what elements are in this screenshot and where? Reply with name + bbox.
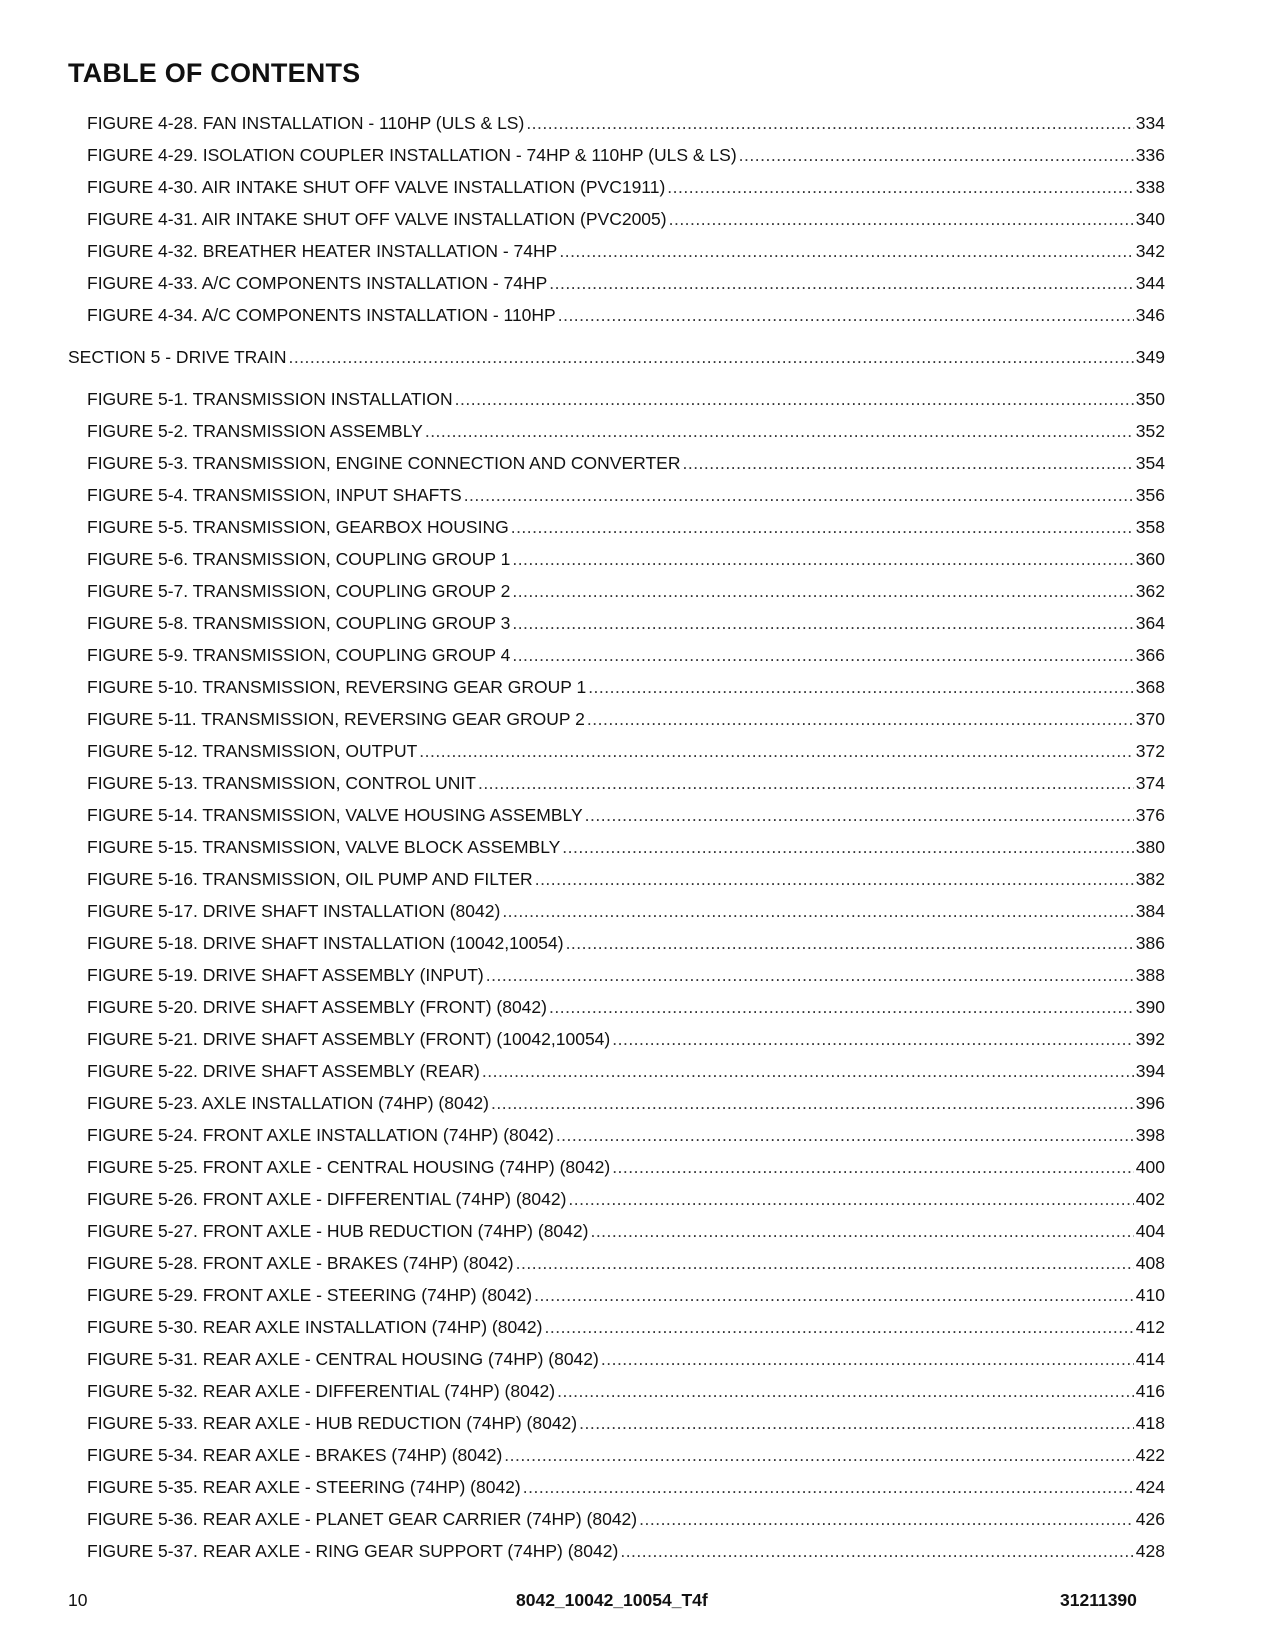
- toc-entry-label: FIGURE 5-11. TRANSMISSION, REVERSING GEAR GROUP 2: [87, 709, 585, 729]
- dot-leader: [478, 767, 1134, 799]
- dot-leader: [549, 991, 1134, 1023]
- dot-leader: [425, 415, 1134, 447]
- dot-leader: [568, 1183, 1133, 1215]
- toc-entry-label: FIGURE 5-24. FRONT AXLE INSTALLATION (74HP) (8042): [87, 1125, 554, 1145]
- toc-figure-entry[interactable]: [68, 139, 1165, 171]
- toc-entry-label: FIGURE 5-25. FRONT AXLE - CENTRAL HOUSING (74HP) (8042): [87, 1157, 611, 1177]
- toc-figure-entry[interactable]: [68, 831, 1165, 863]
- toc-entry-label: FIGURE 5-1. TRANSMISSION INSTALLATION: [87, 389, 453, 409]
- dot-leader: [559, 235, 1133, 267]
- toc-figure-entry[interactable]: [68, 1407, 1165, 1439]
- toc-figure-entry[interactable]: [68, 1279, 1165, 1311]
- toc-entry-page: 358: [1135, 517, 1165, 537]
- dot-leader: [612, 1151, 1134, 1183]
- toc-entry-label: FIGURE 5-13. TRANSMISSION, CONTROL UNIT: [87, 773, 476, 793]
- toc-entry-label: FIGURE 5-18. DRIVE SHAFT INSTALLATION (10042,10054): [87, 933, 564, 953]
- toc-entry-page: 418: [1135, 1413, 1165, 1433]
- toc-entry-label: FIGURE 5-29. FRONT AXLE - STEERING (74HP) (8042): [87, 1285, 533, 1305]
- dot-leader: [419, 735, 1134, 767]
- toc-figure-entry[interactable]: [68, 479, 1165, 511]
- dot-leader: [601, 1343, 1134, 1375]
- dot-leader: [516, 1247, 1134, 1279]
- toc-figure-entry[interactable]: [68, 1535, 1165, 1567]
- toc-entry-label: FIGURE 5-3. TRANSMISSION, ENGINE CONNECTION AND CONVERTER: [87, 453, 681, 473]
- toc-figure-entry[interactable]: [68, 383, 1165, 415]
- toc-section-entry[interactable]: [68, 341, 1165, 373]
- toc-figure-entry[interactable]: [68, 991, 1165, 1023]
- toc-entry-page: 408: [1135, 1253, 1165, 1273]
- dot-leader: [535, 863, 1134, 895]
- toc-entry-label: FIGURE 5-37. REAR AXLE - RING GEAR SUPPORT (74HP) (8042): [87, 1541, 619, 1561]
- toc-entry-page: 380: [1135, 837, 1165, 857]
- toc-entry-label: FIGURE 5-31. REAR AXLE - CENTRAL HOUSING (74HP) (8042): [87, 1349, 599, 1369]
- toc-entry-page: 392: [1135, 1029, 1165, 1049]
- toc-entry-label: FIGURE 5-14. TRANSMISSION, VALVE HOUSING ASSEMBLY: [87, 805, 583, 825]
- dot-leader: [491, 1087, 1134, 1119]
- dot-leader: [556, 1119, 1134, 1151]
- toc-entry-label: FIGURE 5-2. TRANSMISSION ASSEMBLY: [87, 421, 423, 441]
- toc-figure-entry[interactable]: [68, 1375, 1165, 1407]
- toc-entry-label: SECTION 5 - DRIVE TRAIN: [68, 347, 287, 367]
- toc-figure-entry[interactable]: [68, 575, 1165, 607]
- toc-entry-page: 400: [1135, 1157, 1165, 1177]
- dot-leader: [526, 107, 1133, 139]
- dot-leader: [588, 671, 1134, 703]
- toc-entry-page: 424: [1135, 1477, 1165, 1497]
- toc-entry-label: FIGURE 5-22. DRIVE SHAFT ASSEMBLY (REAR): [87, 1061, 480, 1081]
- toc-entry-label: FIGURE 5-4. TRANSMISSION, INPUT SHAFTS: [87, 485, 462, 505]
- dot-leader: [587, 703, 1134, 735]
- toc-entry-page: 342: [1135, 241, 1165, 261]
- toc-figure-entry[interactable]: [68, 799, 1165, 831]
- toc-figure-entry[interactable]: [68, 1183, 1165, 1215]
- toc-entry-page: 422: [1135, 1445, 1165, 1465]
- toc-entry-page: 396: [1135, 1093, 1165, 1113]
- toc-entry-label: FIGURE 5-36. REAR AXLE - PLANET GEAR CARRIER (74HP) (8042): [87, 1509, 638, 1529]
- toc-entry-label: FIGURE 5-27. FRONT AXLE - HUB REDUCTION (74HP) (8042): [87, 1221, 589, 1241]
- toc-entry-page: 368: [1135, 677, 1165, 697]
- toc-entry-label: FIGURE 4-28. FAN INSTALLATION - 110HP (ULS & LS): [87, 113, 525, 133]
- toc-figure-entry[interactable]: [68, 447, 1165, 479]
- toc-entry-page: 428: [1135, 1541, 1165, 1561]
- dot-leader: [544, 1311, 1133, 1343]
- toc-entry-page: 384: [1135, 901, 1165, 921]
- toc-entry-page: 349: [1135, 347, 1165, 367]
- dot-leader: [612, 1023, 1134, 1055]
- toc-figure-entry[interactable]: [68, 1055, 1165, 1087]
- toc-entry-page: 338: [1135, 177, 1165, 197]
- toc-entry-page: 360: [1135, 549, 1165, 569]
- dot-leader: [464, 479, 1134, 511]
- footer-part-number: 31211390: [1060, 1590, 1137, 1610]
- toc-entry-label: FIGURE 5-34. REAR AXLE - BRAKES (74HP) (8042): [87, 1445, 503, 1465]
- toc-figure-entry[interactable]: [68, 767, 1165, 799]
- dot-leader: [512, 575, 1133, 607]
- dot-leader: [669, 203, 1134, 235]
- toc-entry-label: FIGURE 5-15. TRANSMISSION, VALVE BLOCK ASSEMBLY: [87, 837, 561, 857]
- toc-entry-page: 410: [1135, 1285, 1165, 1305]
- dot-leader: [566, 927, 1134, 959]
- dot-leader: [639, 1503, 1134, 1535]
- dot-leader: [579, 1407, 1134, 1439]
- toc-figure-entry[interactable]: [68, 639, 1165, 671]
- toc-figure-entry[interactable]: [68, 415, 1165, 447]
- toc-figure-entry[interactable]: [68, 959, 1165, 991]
- toc-figure-entry[interactable]: [68, 1439, 1165, 1471]
- dot-leader: [511, 511, 1134, 543]
- toc-entry-page: 370: [1135, 709, 1165, 729]
- dot-leader: [562, 831, 1134, 863]
- footer-page-number: 10: [68, 1590, 88, 1610]
- toc-entry-label: FIGURE 5-19. DRIVE SHAFT ASSEMBLY (INPUT): [87, 965, 484, 985]
- toc-entry-label: FIGURE 5-16. TRANSMISSION, OIL PUMP AND FILTER: [87, 869, 533, 889]
- toc-figure-entry[interactable]: [68, 299, 1165, 331]
- toc-figure-entry[interactable]: [68, 1023, 1165, 1055]
- toc-entry-label: FIGURE 4-29. ISOLATION COUPLER INSTALLATION - 74HP & 110HP (ULS & LS): [87, 145, 737, 165]
- dot-leader: [620, 1535, 1133, 1567]
- footer-doc-code: 8042_10042_10054_T4f: [516, 1590, 708, 1610]
- toc-entry-page: 344: [1135, 273, 1165, 293]
- toc-entry-page: 346: [1135, 305, 1165, 325]
- toc-entry-page: 416: [1135, 1381, 1165, 1401]
- dot-leader: [504, 1439, 1134, 1471]
- toc-figure-entry[interactable]: [68, 863, 1165, 895]
- toc-figure-entry[interactable]: [68, 671, 1165, 703]
- toc-entry-label: FIGURE 5-6. TRANSMISSION, COUPLING GROUP 1: [87, 549, 511, 569]
- toc-figure-entry[interactable]: [68, 1119, 1165, 1151]
- dot-leader: [557, 1375, 1134, 1407]
- toc-entry-label: FIGURE 4-33. A/C COMPONENTS INSTALLATION - 74HP: [87, 273, 548, 293]
- toc-list: [68, 107, 1165, 1567]
- toc-figure-entry[interactable]: [68, 703, 1165, 735]
- dot-leader: [512, 607, 1133, 639]
- toc-figure-entry[interactable]: [68, 895, 1165, 927]
- toc-entry-label: FIGURE 4-30. AIR INTAKE SHUT OFF VALVE INSTALLATION (PVC1911): [87, 177, 666, 197]
- toc-figure-entry[interactable]: [68, 1087, 1165, 1119]
- toc-figure-entry[interactable]: [68, 735, 1165, 767]
- page-title: TABLE OF CONTENTS: [68, 58, 361, 88]
- toc-entry-label: FIGURE 5-21. DRIVE SHAFT ASSEMBLY (FRONT) (10042,10054): [87, 1029, 611, 1049]
- toc-entry-page: 414: [1135, 1349, 1165, 1369]
- dot-leader: [585, 799, 1134, 831]
- toc-figure-entry[interactable]: [68, 1471, 1165, 1503]
- dot-leader: [288, 341, 1133, 373]
- toc-entry-page: 390: [1135, 997, 1165, 1017]
- toc-entry-page: 382: [1135, 869, 1165, 889]
- dot-leader: [512, 639, 1133, 671]
- toc-figure-entry[interactable]: [68, 267, 1165, 299]
- toc-entry-label: FIGURE 5-30. REAR AXLE INSTALLATION (74HP) (8042): [87, 1317, 543, 1337]
- toc-figure-entry[interactable]: [68, 927, 1165, 959]
- toc-entry-page: 372: [1135, 741, 1165, 761]
- toc-figure-entry[interactable]: [68, 607, 1165, 639]
- dot-leader: [486, 959, 1134, 991]
- toc-entry-page: 340: [1135, 209, 1165, 229]
- toc-figure-entry[interactable]: [68, 543, 1165, 575]
- toc-entry-label: FIGURE 5-28. FRONT AXLE - BRAKES (74HP) (8042): [87, 1253, 514, 1273]
- dot-leader: [482, 1055, 1134, 1087]
- toc-entry-label: FIGURE 5-20. DRIVE SHAFT ASSEMBLY (FRONT) (8042): [87, 997, 547, 1017]
- toc-figure-entry[interactable]: [68, 1311, 1165, 1343]
- toc-entry-page: 386: [1135, 933, 1165, 953]
- dot-leader: [512, 543, 1133, 575]
- toc-entry-label: FIGURE 5-12. TRANSMISSION, OUTPUT: [87, 741, 418, 761]
- toc-figure-entry[interactable]: [68, 1151, 1165, 1183]
- toc-entry-label: FIGURE 5-7. TRANSMISSION, COUPLING GROUP 2: [87, 581, 511, 601]
- toc-figure-entry[interactable]: [68, 1503, 1165, 1535]
- toc-entry-label: FIGURE 5-26. FRONT AXLE - DIFFERENTIAL (74HP) (8042): [87, 1189, 567, 1209]
- toc-entry-label: FIGURE 5-33. REAR AXLE - HUB REDUCTION (74HP) (8042): [87, 1413, 578, 1433]
- dot-leader: [682, 447, 1133, 479]
- toc-entry-page: 412: [1135, 1317, 1165, 1337]
- toc-entry-label: FIGURE 5-32. REAR AXLE - DIFFERENTIAL (74HP) (8042): [87, 1381, 556, 1401]
- toc-entry-label: FIGURE 4-34. A/C COMPONENTS INSTALLATION - 110HP: [87, 305, 556, 325]
- dot-leader: [502, 895, 1133, 927]
- toc-figure-entry[interactable]: [68, 1247, 1165, 1279]
- toc-entry-page: 394: [1135, 1061, 1165, 1081]
- toc-entry-label: FIGURE 5-23. AXLE INSTALLATION (74HP) (8042): [87, 1093, 489, 1113]
- toc-entry-page: 376: [1135, 805, 1165, 825]
- toc-figure-entry[interactable]: [68, 171, 1165, 203]
- toc-entry-label: FIGURE 4-32. BREATHER HEATER INSTALLATION - 74HP: [87, 241, 558, 261]
- toc-entry-page: 374: [1135, 773, 1165, 793]
- toc-figure-entry[interactable]: [68, 235, 1165, 267]
- toc-figure-entry[interactable]: [68, 1343, 1165, 1375]
- toc-figure-entry[interactable]: [68, 107, 1165, 139]
- toc-entry-page: 352: [1135, 421, 1165, 441]
- toc-entry-page: 334: [1135, 113, 1165, 133]
- dot-leader: [455, 383, 1134, 415]
- toc-entry-label: FIGURE 5-35. REAR AXLE - STEERING (74HP) (8042): [87, 1477, 521, 1497]
- toc-entry-page: 388: [1135, 965, 1165, 985]
- toc-entry-page: 354: [1135, 453, 1165, 473]
- toc-entry-page: 336: [1135, 145, 1165, 165]
- toc-entry-label: FIGURE 5-9. TRANSMISSION, COUPLING GROUP 4: [87, 645, 511, 665]
- dot-leader: [739, 139, 1134, 171]
- toc-figure-entry[interactable]: [68, 203, 1165, 235]
- dot-leader: [549, 267, 1134, 299]
- toc-entry-page: 402: [1135, 1189, 1165, 1209]
- toc-figure-entry[interactable]: [68, 1215, 1165, 1247]
- toc-entry-label: FIGURE 5-8. TRANSMISSION, COUPLING GROUP 3: [87, 613, 511, 633]
- toc-entry-label: FIGURE 4-31. AIR INTAKE SHUT OFF VALVE INSTALLATION (PVC2005): [87, 209, 667, 229]
- dot-leader: [590, 1215, 1133, 1247]
- dot-leader: [667, 171, 1134, 203]
- toc-entry-page: 398: [1135, 1125, 1165, 1145]
- toc-entry-page: 362: [1135, 581, 1165, 601]
- toc-entry-label: FIGURE 5-10. TRANSMISSION, REVERSING GEAR GROUP 1: [87, 677, 587, 697]
- dot-leader: [534, 1279, 1134, 1311]
- dot-leader: [523, 1471, 1134, 1503]
- toc-entry-page: 404: [1135, 1221, 1165, 1241]
- toc-entry-page: 364: [1135, 613, 1165, 633]
- toc-entry-label: FIGURE 5-5. TRANSMISSION, GEARBOX HOUSING: [87, 517, 509, 537]
- toc-entry-label: FIGURE 5-17. DRIVE SHAFT INSTALLATION (8042): [87, 901, 501, 921]
- toc-figure-entry[interactable]: [68, 511, 1165, 543]
- toc-entry-page: 366: [1135, 645, 1165, 665]
- toc-entry-page: 426: [1135, 1509, 1165, 1529]
- dot-leader: [558, 299, 1134, 331]
- toc-entry-page: 350: [1135, 389, 1165, 409]
- toc-entry-page: 356: [1135, 485, 1165, 505]
